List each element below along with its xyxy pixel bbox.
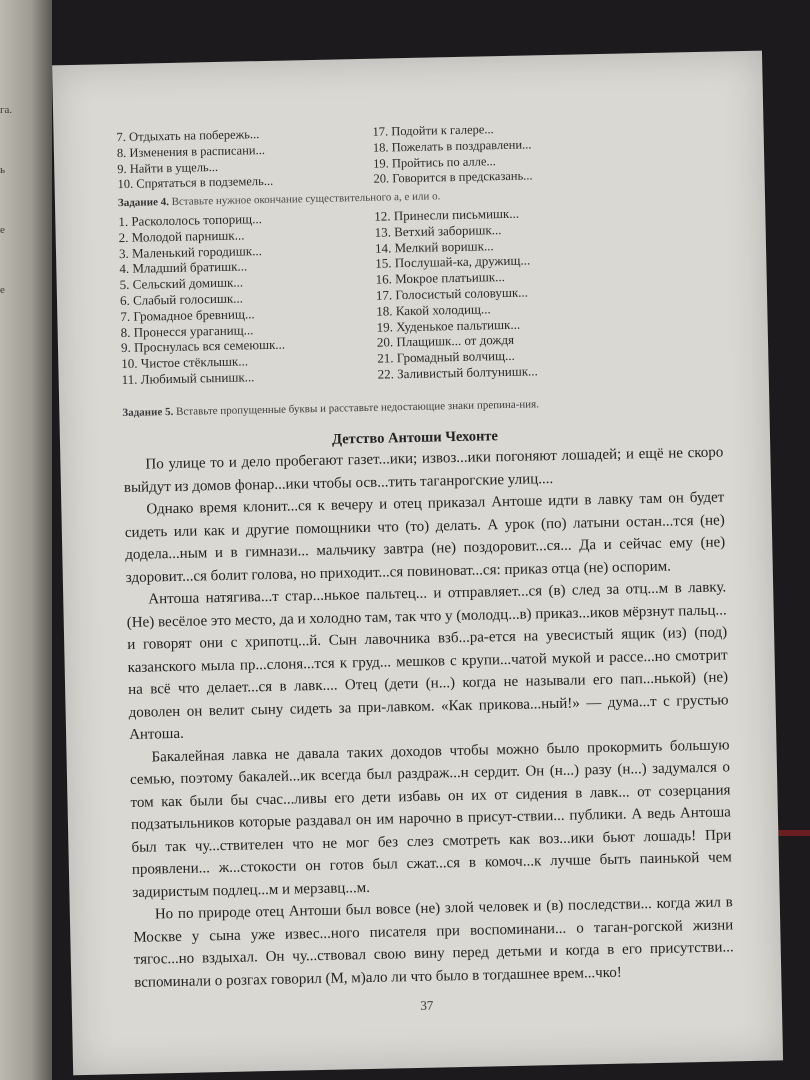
list-item: 16. Мокрое платьишк...	[375, 269, 506, 287]
story-text	[123, 441, 734, 993]
list-item: 7. Отдыхать на побережь...	[116, 127, 260, 145]
list-item: 18. Пожелать в поздравлени...	[372, 137, 532, 155]
list-item: 4. Младший братишк...	[119, 258, 248, 277]
left-margin-fragment: га.	[0, 104, 13, 116]
story-paragraph: Но по природе отец Антоши был вовсе (не) злой человек и (в) последстви... когда жил в Москве у сына уже извес...ного писателя при воспоминани... о таган-рогской жизни тягос...но вздыхал. Он чу...ствовал свою вину перед детьми и когда в его присутстви... вспоминали о розгах говорил (М, м)ало ли что было в тогдашнее врем...чко!	[133, 894, 734, 991]
story-paragraph: Однако время клонит...ся к вечеру и отец приказал Антоше идти в лавку там он будет сидеть или как и другие помощники что (то) делать. А урок (по) латыни остан...тся (не) додела...ным и в гимнази... мальчику завтра (не) поздоровит...ся... Да и сейчас ему (не) здоровит...ся болит голова, но приходит...ся повиноват...ся: приказ отца (не) оспорим.	[124, 489, 726, 586]
list-item: 2. Молодой парнишк...	[118, 227, 245, 245]
list-item: 14. Мелкий воришк...	[374, 237, 494, 256]
list-item: 17. Голосистый соловушк...	[375, 284, 529, 303]
list-item: 8. Изменения в расписани...	[116, 142, 266, 160]
list-item: 19. Худенькое пальтишк...	[376, 316, 521, 335]
task4-left-column	[118, 209, 382, 388]
story-title: Детство Антоши Чехонте	[331, 428, 499, 448]
list-item: 1. Раскололось топорищ...	[118, 211, 263, 230]
task4-right-column	[374, 202, 698, 382]
list-item: 20. Говорится в предсказань...	[373, 168, 533, 187]
list-item: 21. Громадный волчищ...	[377, 347, 515, 366]
task5-heading-text: Вставьте пропущенные буквы и расставьте недостающие знаки препина-ния.	[175, 398, 540, 418]
book-page	[52, 51, 783, 1076]
task3-left-column	[116, 125, 377, 194]
task3-right-column	[372, 118, 693, 188]
left-margin-fragment: ь	[0, 164, 6, 176]
list-item: 12. Принесли письмишк...	[374, 205, 520, 224]
list-item: 9. Проснулась вся семеюшк...	[120, 336, 286, 356]
list-item: 8. Пронесся ураганищ...	[120, 321, 254, 340]
page-number: 37	[420, 997, 434, 1013]
left-margin-fragment: е	[0, 284, 5, 296]
task4-heading-text: Вставьте нужное окончание существительного а, е или о.	[171, 190, 441, 208]
list-item: 10. Чистое стёклышк...	[121, 353, 249, 372]
task5-heading	[122, 394, 682, 420]
list-item: 18. Какой холодищ...	[376, 301, 491, 319]
list-item: 20. Плащишк... от дождя	[376, 332, 515, 351]
left-margin-text	[0, 80, 20, 320]
task4-heading	[118, 190, 441, 209]
list-item: 5. Сельский домишк...	[119, 274, 244, 293]
task4-heading-label: Задание 4.	[117, 196, 170, 210]
story-paragraph: По улице то и дело пробегают газет...ики; извоз...ики погоняют лошадей; и ещё не скоро выйдут из домов фонар...ики чтобы осв...тить таганрогские улиц....	[123, 444, 724, 496]
list-item: 6. Слабый голосишк...	[119, 290, 244, 309]
list-item: 13. Ветхий заборишк...	[374, 221, 502, 240]
list-item: 15. Послушай-ка, дружищ...	[375, 252, 531, 272]
list-item: 10. Спрятаться в подземель...	[117, 174, 274, 192]
list-item: 19. Пройтись по алле...	[373, 153, 496, 171]
task3-list	[116, 118, 716, 192]
list-item: 9. Найти в ущель...	[117, 159, 219, 176]
story-paragraph: Антоша натягива...т стар...нькое пальтец... и отправляет...ся (в) след за отц...м в лавку. (Не) весёлое это место, да и холодно там, так что у (молодц...в) приказ...иков мёрзнут пальц... и говорят они с хрипотц...й. Сын лавочника взб...ра-ется на увесистый ящик (из) (под) казанского мыла пр...слоня...тся к груд... мешков с крупи...чатой мукой и рассе...но смотрит на всё что делает...ся в лавк.... Отец (дети (н...) когда не называли его пап...нькой) (не) доволен он велит сыну сидеть за при-лавком. «Как прикова...ный!» — дума...т с грустью Антоша.	[126, 579, 729, 743]
task5-heading-label: Задание 5.	[122, 405, 174, 420]
story-paragraph: Бакалейная лавка не давала таких доходов чтобы можно было прокормить большую семью, поэтому бакалей...ик всегда был раздраж...н сердит. Он (н...) разу (н...) задумался о том как были бы счас...ливы его дети избавь он их от сидения в лавк... от созерцания подзатыльников которые раздавал он им нарочно в присут-ствии... публики. А ведь Антоша был так чу...ствителен что не мог без слез смотреть как воз...ики бьют лошадь! При проявлени... ж...стокости он готов был сжат...ся в комоч...к лучше быть паинькой чем задиристым подлец...м и мерзавц...м.	[129, 736, 732, 901]
list-item: 22. Заливистый болтунишк...	[377, 363, 539, 382]
list-item: 17. Подойти к галере...	[372, 122, 494, 139]
list-item: 3. Маленький городишк...	[118, 242, 263, 261]
list-item: 7. Громадное бревнищ...	[120, 306, 255, 324]
left-margin-fragment: е	[0, 224, 5, 236]
list-item: 11. Любимый сынишк...	[121, 369, 255, 388]
left-page-edge	[0, 0, 52, 1080]
